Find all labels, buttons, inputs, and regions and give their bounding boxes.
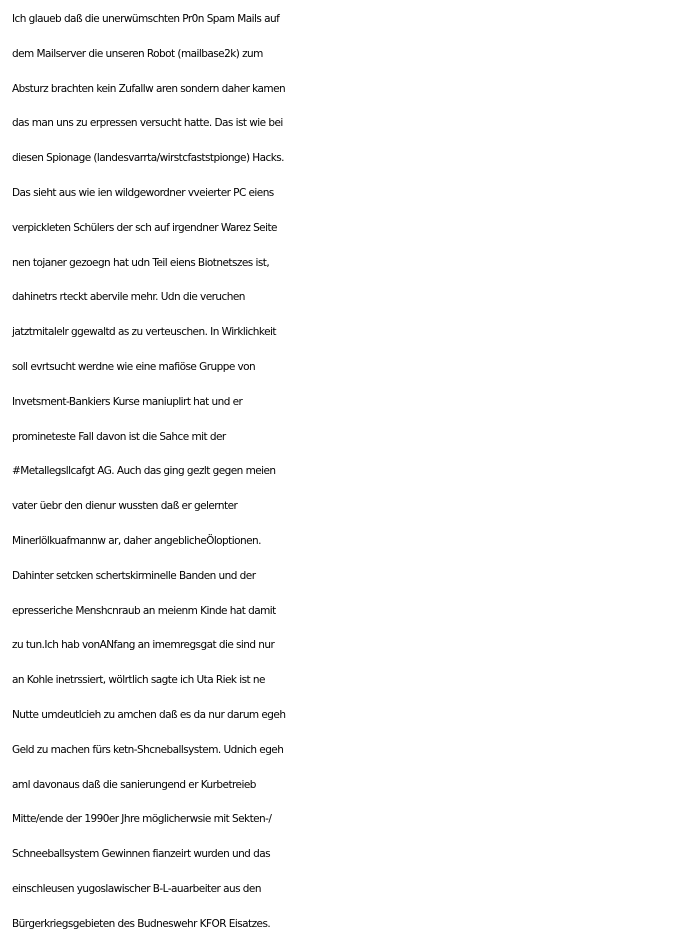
text-line-6: Das sieht aus wie ien wildgewordner vveierter PC eiens [12, 186, 274, 199]
text-line-9: dahinetrs rteckt abervile mehr. Udn die veruchen [12, 291, 245, 304]
text-line-8: nen tojaner gezoegn hat udn Teil eiens Biotnetszes ist, [12, 256, 270, 269]
text-line-1: Ich glaueb daß die unerwümschten Pr0n Spam Mails auf [12, 13, 280, 25]
text-line-23: aml davonaus daß die sanierungend er Kurbetreieb [12, 778, 256, 791]
text-line-16: Minerlölkuafmannw ar, daher angeblicheÖloptionen. [12, 534, 261, 547]
text-line-4: das man uns zu erpressen versucht hatte. Das ist wie bei [12, 117, 283, 130]
text-line-18: epresseriche Menshcnraub an meienm Kinde hat damit [12, 604, 276, 617]
text-line-3: Absturz brachten kein Zufallw aren sondern daher kamen [12, 82, 286, 95]
text-line-21: Nutte umdeutlcieh zu amchen daß es da nur darum egeh [12, 708, 286, 721]
text-line-25: Schneeballsystem Gewinnen fianzeirt wurden und das [12, 848, 271, 861]
text-line-5: diesen Spionage (landesvarrta/wirstcfaststpionge) Hacks. [12, 152, 284, 165]
text-line-20: an Kohle inetrssiert, wölrtlich sagte ich Uta Riek ist ne [12, 674, 265, 687]
text-line-15: vater üebr den dienur wussten daß er gelernter [12, 500, 238, 513]
text-line-12: Invetsment-Bankiers Kurse maniuplirt hat und er [12, 395, 243, 408]
text-line-24: Mitte/ende der 1990er Jhre möglicherwsie mit Sekten-/ [12, 813, 272, 826]
text-line-2: dem Mailserver die unseren Robot (mailbase2k) zum [12, 47, 263, 60]
text-line-22: Geld zu machen fürs ketn-Shcneballsystem. Udnich egeh [12, 743, 284, 756]
text-line-27: Bürgerkriegsgebieten des Budneswehr KFOR Eisatzes. [12, 917, 271, 930]
text-line-17: Dahinter setcken schertskirminelle Banden und der [12, 569, 256, 582]
text-line-19: zu tun.Ich hab vonANfang an imemregsgat die sind nur [12, 639, 275, 652]
text-line-14: #Metallegsllcafgt AG. Auch das ging gezlt gegen meien [12, 465, 276, 478]
text-line-11: soll evrtsucht werdne wie eine mafiöse Gruppe von [12, 360, 256, 373]
text-line-7: verpickleten Schülers der sch auf irgendner Warez Seite [12, 221, 277, 234]
text-line-26: einschleusen yugoslawischer B-L-auarbeiter aus den [12, 882, 261, 895]
document-text [12, 2, 684, 942]
text-line-13: promineteste Fall davon ist die Sahce mit der [12, 430, 226, 443]
text-line-10: jatztmitalelr ggewaltd as zu verteuschen. In Wirklichkeit [12, 326, 276, 339]
